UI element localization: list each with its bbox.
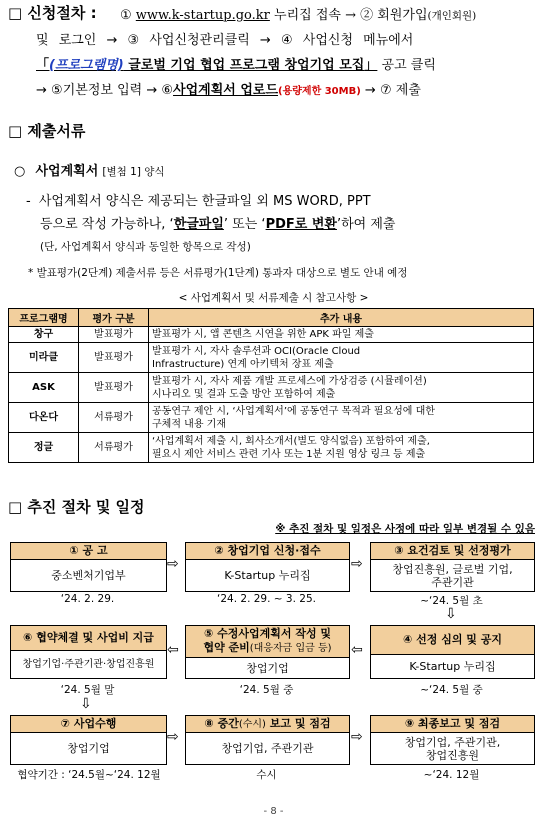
arrow-right-icon: ⇨	[351, 729, 363, 745]
step-body: 창업기업	[246, 661, 289, 675]
extra-content: 발표평가 시, 앱 콘텐츠 시연을 위한 APK 파일 제출	[149, 327, 534, 343]
step-body: 창업기업, 주관기관, 창업진흥원	[404, 735, 501, 762]
arrow-left-icon: ⇦	[351, 642, 363, 658]
procedure-text: 기본정보 입력 →	[62, 83, 158, 98]
step-date: ‘24. 5월 말	[60, 684, 115, 696]
table-row	[9, 343, 534, 373]
procedure-text: 공고 클릭	[381, 58, 436, 73]
program-announcement-title: 「(프로그램명) 글로벌 기업 협업 프로그램 창업기업 모집」	[36, 58, 378, 73]
procedure-text: 제출	[395, 83, 421, 98]
step-date: 협약기간 : ‘24.5월~‘24. 12월	[17, 769, 161, 781]
section-2-heading	[8, 120, 85, 141]
step-4-marker: ④	[280, 33, 293, 48]
step-7-marker: ⑦	[379, 83, 392, 98]
section-3-title: 추진 절차 및 일정	[27, 498, 145, 516]
arrow-right-icon: ⇨	[351, 556, 363, 572]
program-name: 미라클	[9, 343, 79, 373]
program-name: 창구	[9, 327, 79, 343]
step-6-marker: ⑥	[161, 83, 174, 98]
step-date: ‘24. 5월 중	[239, 684, 294, 696]
section-1-bullet: □	[8, 4, 23, 22]
extra-content: ‘사업계획서 제출 시, 회사소개서(별도 양식없음) 포함하여 제출, 필요시 제안 서비스 관련 기사 또는 1분 지원 영상 링크 등 제출	[149, 433, 534, 463]
column-header: 프로그램명	[9, 309, 79, 327]
column-header: 평가 구분	[79, 309, 149, 327]
step-date: ~‘24. 12월	[423, 769, 480, 781]
step-title: ⑥ 협약체결 및 사업비 지급	[11, 626, 166, 651]
step-date: ~‘24. 5월 초	[420, 595, 483, 607]
step-title: ③ 요건검토 및 선정평가	[371, 543, 534, 560]
business-plan-title: 사업계획서	[35, 164, 99, 179]
arrow-down-icon: ⇩	[445, 606, 457, 622]
arrow-text: →	[36, 83, 47, 98]
step-4-box	[370, 625, 535, 679]
step-title: ⑦ 사업수행	[11, 716, 166, 733]
step-8-box	[185, 715, 350, 765]
arrow-down-icon: ⇩	[80, 696, 92, 712]
attachment-note: [별첨 1] 양식	[102, 166, 165, 178]
section-1-heading	[8, 2, 97, 23]
procedure-line-2	[36, 29, 413, 48]
step-body: 창업기업, 주관기관	[221, 742, 314, 755]
step-body: 창업진흥원, 글로벌 기업, 주관기관	[392, 562, 513, 589]
procedure-note: (개인회원)	[427, 10, 477, 22]
dash-bullet: -	[26, 194, 31, 209]
reference-table	[8, 308, 534, 463]
arrow-left-icon: ⇦	[167, 642, 179, 658]
step-body: 창업기업·주관기관·창업진흥원	[22, 659, 155, 670]
step-title: ⑧ 중간(수시) 보고 및 점검	[186, 716, 349, 733]
table-row	[9, 403, 534, 433]
step-3-marker: ③	[127, 33, 140, 48]
step-date: ~‘24. 5월 중	[420, 684, 483, 696]
procedure-text: 사업신청 메뉴에서	[302, 33, 414, 48]
step-body: 창업기업	[67, 742, 110, 755]
upload-business-plan: 사업계획서 업로드	[173, 83, 279, 98]
table-row	[9, 327, 534, 343]
step-1-marker: ①	[120, 8, 132, 23]
step-3-box	[370, 542, 535, 592]
step-title: ⑤ 수정사업계획서 작성 및 협약 준비(대응자금 입금 등)	[186, 626, 349, 658]
extra-content: 공동연구 제안 시, ‘사업계획서’에 공동연구 목적과 필요성에 대한 구체적 내용 기재	[149, 403, 534, 433]
step-body: 중소벤처기업부	[51, 569, 126, 582]
step-title: ⑨ 최종보고 및 점검	[371, 716, 534, 733]
presentation-eval-note: * 발표평가(2단계) 제출서류 등은 서류평가(1단계) 통과자 대상으로 별도 안내 예정	[28, 267, 408, 279]
step-date: ‘24. 2. 29. ~ 3. 25.	[217, 593, 316, 605]
table-caption: < 사업계획서 및 서류제출 시 참고사항 >	[178, 292, 369, 304]
format-paragraph-line-1	[26, 190, 371, 209]
section-2-title: 제출서류	[27, 122, 86, 140]
step-title: ④ 선정 심의 및 공지	[371, 626, 534, 655]
step-9-box	[370, 715, 535, 765]
procedure-line-4	[36, 79, 421, 98]
program-name: 다온다	[9, 403, 79, 433]
step-2-box	[185, 542, 350, 592]
eval-type: 서류평가	[79, 433, 149, 463]
procedure-line-1	[120, 4, 476, 23]
step-date: ‘24. 2. 29.	[60, 593, 115, 605]
extra-content: 발표평가 시, 자사 제품 개발 프로세스에 가상검증 (시뮬레이션) 시나리오 및 결과 도출 방안 포함하여 제출	[149, 373, 534, 403]
arrow-right-icon: ⇨	[167, 729, 179, 745]
eval-type: 발표평가	[79, 327, 149, 343]
section-3-heading	[8, 496, 145, 517]
format-paragraph-note: (단, 사업계획서 양식과 동일한 항목으로 작성)	[40, 241, 251, 253]
table-row	[9, 433, 534, 463]
eval-type: 발표평가	[79, 373, 149, 403]
step-body: K-Startup 누리집	[409, 660, 496, 673]
paragraph-text: 사업계획서 양식은 제공되는 한글파일 외 MS WORD, PPT	[38, 194, 371, 209]
step-title: ② 창업기업 신청·접수	[186, 543, 349, 560]
arrow-text: →	[364, 83, 376, 98]
section-1-label: 신청절차 :	[27, 4, 97, 22]
procedure-text: 회원가입	[377, 8, 428, 23]
step-7-box	[10, 715, 167, 765]
step-title: ① 공 고	[11, 543, 166, 560]
page-number: - 8 -	[263, 806, 284, 817]
eval-type: 발표평가	[79, 343, 149, 373]
extra-content: 발표평가 시, 자사 솔루션과 OCI(Oracle Cloud Infrastructure) 연계 아키텍처 장표 제출	[149, 343, 534, 373]
step-5-box	[185, 625, 350, 679]
format-paragraph-line-2: 등으로 작성 가능하나, ‘한글파일’ 또는 ‘PDF로 변환’하여 제출	[40, 217, 396, 232]
procedure-line-3	[36, 54, 436, 73]
column-header: 추가 내용	[149, 309, 534, 327]
step-date: 수시	[256, 769, 277, 781]
program-name: ASK	[9, 373, 79, 403]
table-row	[9, 373, 534, 403]
eval-type: 서류평가	[79, 403, 149, 433]
k-startup-link[interactable]: www.k-startup.go.kr	[135, 8, 270, 23]
business-plan-item	[14, 160, 165, 179]
table-header-row	[9, 309, 534, 327]
procedure-text: 및 로그인 →	[36, 33, 118, 48]
circle-bullet: ○	[14, 164, 26, 179]
step-6-box	[10, 625, 167, 679]
step-body: K-Startup 누리집	[224, 569, 311, 582]
hwp-file-emphasis: 한글파일	[173, 217, 224, 232]
step-5-marker: ⑤	[51, 83, 63, 98]
program-name: 정글	[9, 433, 79, 463]
section-2-bullet: □	[8, 122, 23, 140]
procedure-text: 누리집 접속 →	[274, 8, 356, 23]
size-limit-note: (용량제한 30MB)	[278, 86, 361, 97]
step-1-box	[10, 542, 167, 592]
procedure-text: 사업신청관리클릭 →	[149, 33, 271, 48]
pdf-convert-emphasis: PDF로 변환	[265, 217, 337, 232]
section-3-bullet: □	[8, 498, 23, 516]
step-2-marker: ②	[360, 8, 374, 23]
arrow-right-icon: ⇨	[167, 556, 179, 572]
schedule-notice: ※ 추진 절차 및 일정은 사정에 따라 일부 변경될 수 있음	[275, 523, 535, 535]
